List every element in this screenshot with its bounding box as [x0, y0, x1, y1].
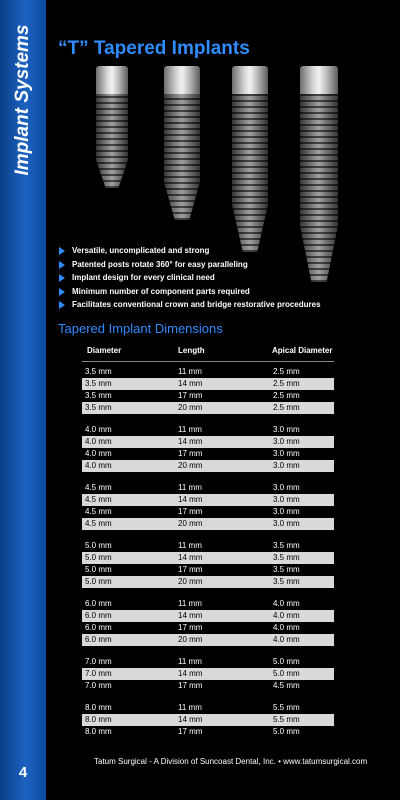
table-row — [82, 540, 334, 552]
table-row — [82, 460, 334, 472]
diameter-cell: 4.0 mm — [85, 461, 112, 470]
table-row — [82, 576, 334, 588]
diameter-cell: 5.0 mm — [85, 541, 112, 550]
diameter-cell: 7.0 mm — [85, 669, 112, 678]
apical-diameter-cell: 3.5 mm — [273, 553, 300, 562]
feature-text: Patented posts rotate 360° for easy paralleling — [72, 259, 248, 269]
length-cell: 14 mm — [178, 669, 203, 678]
length-cell: 14 mm — [178, 553, 203, 562]
feature-item — [58, 244, 321, 258]
table-row — [82, 656, 334, 668]
bullet-arrow-icon — [59, 247, 65, 255]
diameter-cell: 5.0 mm — [85, 565, 112, 574]
header-divider — [82, 361, 334, 362]
diameter-cell: 4.5 mm — [85, 483, 112, 492]
header-apical-diameter: Apical Diameter — [272, 346, 333, 355]
diameter-cell: 3.5 mm — [85, 379, 112, 388]
diameter-cell: 6.0 mm — [85, 623, 112, 632]
implant-14mm-icon — [164, 66, 200, 220]
apical-diameter-cell: 2.5 mm — [273, 379, 300, 388]
length-cell: 17 mm — [178, 449, 203, 458]
table-row — [82, 366, 334, 378]
bullet-arrow-icon — [59, 261, 65, 269]
apical-diameter-cell: 3.0 mm — [273, 495, 300, 504]
apical-diameter-cell: 3.0 mm — [273, 519, 300, 528]
apical-diameter-cell: 2.5 mm — [273, 403, 300, 412]
table-row — [82, 390, 334, 402]
diameter-cell: 4.5 mm — [85, 519, 112, 528]
dimensions-title: Tapered Implant Dimensions — [58, 321, 223, 336]
apical-diameter-cell: 4.0 mm — [273, 599, 300, 608]
diameter-cell: 4.0 mm — [85, 437, 112, 446]
bullet-arrow-icon — [59, 301, 65, 309]
length-cell: 14 mm — [178, 715, 203, 724]
length-cell: 11 mm — [178, 425, 202, 434]
feature-list — [58, 244, 321, 312]
table-row — [82, 634, 334, 646]
apical-diameter-cell: 3.5 mm — [273, 577, 300, 586]
diameter-cell: 6.0 mm — [85, 599, 112, 608]
apical-diameter-cell: 5.5 mm — [273, 715, 300, 724]
length-cell: 11 mm — [178, 483, 202, 492]
table-row — [82, 668, 334, 680]
feature-text: Versatile, uncomplicated and strong — [72, 246, 210, 255]
apical-diameter-cell: 4.5 mm — [273, 681, 300, 690]
apical-diameter-cell: 3.0 mm — [273, 425, 300, 434]
diameter-cell: 3.5 mm — [85, 403, 112, 412]
table-row — [82, 552, 334, 564]
apical-diameter-cell: 5.0 mm — [273, 727, 300, 736]
table-row — [82, 378, 334, 390]
page-number: 4 — [18, 764, 28, 781]
apical-diameter-cell: 2.5 mm — [273, 391, 300, 400]
diameter-cell: 4.5 mm — [85, 507, 112, 516]
length-cell: 17 mm — [178, 507, 203, 516]
apical-diameter-cell: 3.0 mm — [273, 449, 300, 458]
sidebar — [0, 0, 46, 800]
diameter-cell: 7.0 mm — [85, 681, 112, 690]
length-cell: 17 mm — [178, 565, 203, 574]
table-row — [82, 518, 334, 530]
diameter-cell: 3.5 mm — [85, 391, 112, 400]
length-cell: 20 mm — [178, 577, 203, 586]
length-cell: 17 mm — [178, 727, 203, 736]
length-cell: 20 mm — [178, 519, 203, 528]
table-row — [82, 448, 334, 460]
apical-diameter-cell: 2.5 mm — [273, 367, 300, 376]
bullet-arrow-icon — [59, 274, 65, 282]
apical-diameter-cell: 5.5 mm — [273, 703, 300, 712]
diameter-cell: 6.0 mm — [85, 611, 112, 620]
apical-diameter-cell: 4.0 mm — [273, 623, 300, 632]
length-cell: 11 mm — [178, 703, 202, 712]
length-cell: 20 mm — [178, 635, 203, 644]
table-row — [82, 506, 334, 518]
section-title: Implant Systems — [12, 24, 33, 176]
diameter-cell: 4.5 mm — [85, 495, 112, 504]
diameter-cell: 5.0 mm — [85, 553, 112, 562]
table-row — [82, 494, 334, 506]
length-cell: 11 mm — [178, 599, 202, 608]
diameter-cell: 5.0 mm — [85, 577, 112, 586]
table-row — [82, 424, 334, 436]
bullet-arrow-icon — [59, 288, 65, 296]
implant-17mm-icon — [232, 66, 268, 252]
length-cell: 11 mm — [178, 541, 202, 550]
diameter-cell: 6.0 mm — [85, 635, 112, 644]
diameter-cell: 8.0 mm — [85, 727, 112, 736]
table-row — [82, 436, 334, 448]
diameter-cell: 3.5 mm — [85, 367, 112, 376]
apical-diameter-cell: 3.5 mm — [273, 541, 300, 550]
table-row — [82, 402, 334, 414]
table-row — [82, 702, 334, 714]
apical-diameter-cell: 5.0 mm — [273, 669, 300, 678]
table-row — [82, 680, 334, 692]
feature-item — [58, 298, 321, 312]
diameter-cell: 7.0 mm — [85, 657, 112, 666]
feature-item — [58, 285, 321, 299]
implant-11mm-icon — [96, 66, 128, 188]
header-length: Length — [178, 346, 205, 355]
table-row — [82, 622, 334, 634]
diameter-cell: 8.0 mm — [85, 703, 112, 712]
length-cell: 17 mm — [178, 391, 203, 400]
length-cell: 20 mm — [178, 461, 203, 470]
apical-diameter-cell: 3.0 mm — [273, 507, 300, 516]
length-cell: 20 mm — [178, 403, 203, 412]
feature-text: Minimum number of component parts required — [72, 286, 250, 296]
table-header — [82, 346, 334, 360]
table-row — [82, 482, 334, 494]
table-row — [82, 598, 334, 610]
page-title: “T” Tapered Implants — [58, 38, 250, 59]
table-row — [82, 714, 334, 726]
length-cell: 17 mm — [178, 681, 203, 690]
apical-diameter-cell: 4.0 mm — [273, 611, 300, 620]
table-row — [82, 726, 334, 738]
diameter-cell: 4.0 mm — [85, 425, 112, 434]
apical-diameter-cell: 3.0 mm — [273, 483, 300, 492]
length-cell: 11 mm — [178, 367, 202, 376]
apical-diameter-cell: 3.0 mm — [273, 461, 300, 470]
length-cell: 17 mm — [178, 623, 203, 632]
apical-diameter-cell: 3.0 mm — [273, 437, 300, 446]
length-cell: 11 mm — [178, 657, 202, 666]
apical-diameter-cell: 4.0 mm — [273, 635, 300, 644]
feature-item — [58, 258, 321, 272]
length-cell: 14 mm — [178, 379, 203, 388]
table-row — [82, 610, 334, 622]
table-row — [82, 564, 334, 576]
feature-item — [58, 271, 321, 285]
feature-text: Implant design for every clinical need — [72, 273, 215, 282]
header-diameter: Diameter — [87, 346, 122, 355]
length-cell: 14 mm — [178, 437, 203, 446]
footer-text: Tatum Surgical - A Division of Suncoast Dental, Inc. • www.tatumsurgical.com — [94, 757, 368, 766]
diameter-cell: 8.0 mm — [85, 715, 112, 724]
length-cell: 14 mm — [178, 495, 203, 504]
apical-diameter-cell: 5.0 mm — [273, 657, 300, 666]
diameter-cell: 4.0 mm — [85, 449, 112, 458]
feature-text: Facilitates conventional crown and bridge restorative procedures — [72, 300, 321, 309]
length-cell: 14 mm — [178, 611, 203, 620]
apical-diameter-cell: 3.5 mm — [273, 565, 300, 574]
